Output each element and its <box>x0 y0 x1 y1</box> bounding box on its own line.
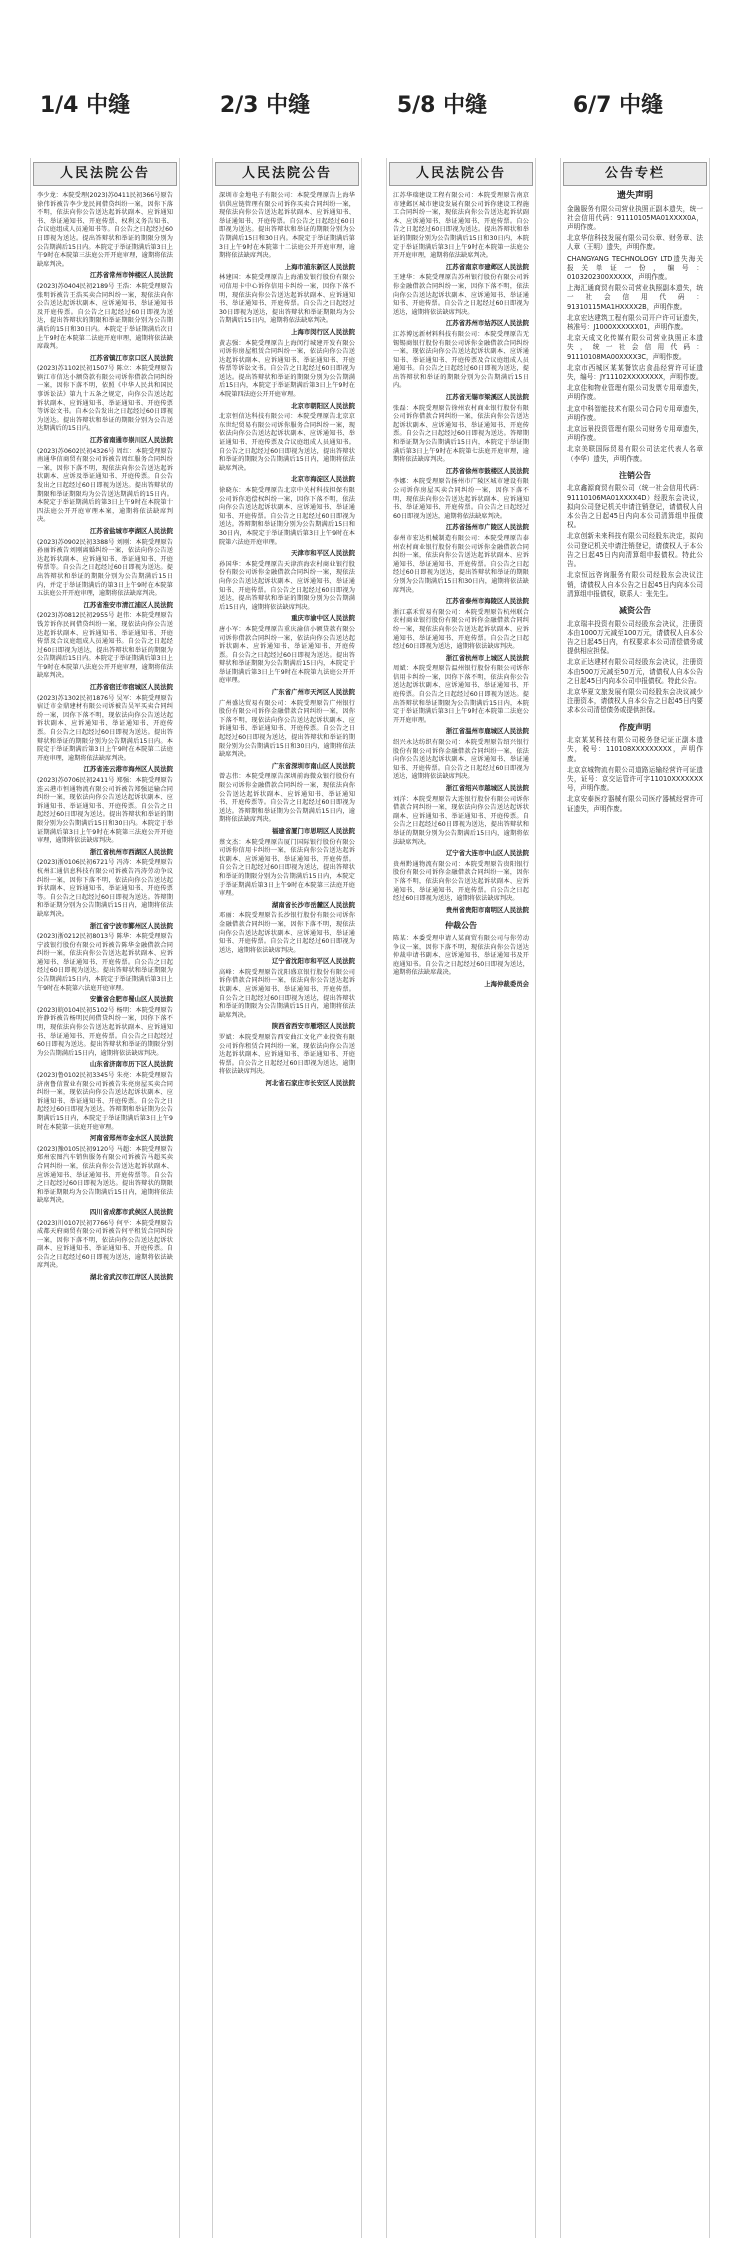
court-name: 江苏省淮安市清江浦区人民法院 <box>83 600 173 609</box>
notice-item: 北京中科智能技术有限公司合同专用章遗失，声明作废。 <box>567 404 703 422</box>
lost-notice-heading: 遗失声明 <box>616 191 653 201</box>
notice-item: 北京佳和物业管理有限公司发票专用章遗失，声明作废。 <box>567 384 703 402</box>
court-name: 江苏省常州市钟楼区人民法院 <box>89 271 173 280</box>
court-name: 江苏省盐城市亭湖区人民法院 <box>89 526 173 535</box>
court-notice: 高峰：本院受理原告沈阳盛京银行股份有限公司诉你借款合同纠纷一案，依法向你公告送达起诉状副本、应诉通知书、举证通知书、开庭传票。自公告之日起经过60日即视为送达，提出答辩状和举证的期限为公告期满后15日内，逾期将依法缺席判决。 <box>219 968 355 1019</box>
court-notice: (2023)川0107民初7766号 何平：本院受理原告成都天府商贸有限公司诉被告何平租赁合同纠纷一案，因你下落不明，依法向你公告送达起诉状副本、应诉通知书、举证通知书、开庭传票。自公告之日起经过60日即视为送达，逾期将依法缺席判决。 <box>37 1219 173 1270</box>
court-name: 江苏省无锡市梁溪区人民法院 <box>445 393 529 402</box>
court-name: 浙江省杭州市上城区人民法院 <box>445 653 529 662</box>
notice-item: 北京天成文化传媒有限公司营业执照正本遗失，统一社会信用代码：91110108MA00XXXX3C，声明作废。 <box>567 334 703 361</box>
court-notice: (2023)豫0105民初9120号 马超：本院受理原告郑州宏图汽车销售服务有限公司诉被告马超买卖合同纠纷一案，依法向你公告送达起诉状副本、应诉通知书、举证通知书、开庭传票等。自公告之日起经过60日即视为送达。提出答辩状的期限和举证期限均为公告期满后15日内，逾期将依法缺席判决。 <box>37 1145 173 1205</box>
court-name: 重庆市渝中区人民法院 <box>291 614 355 623</box>
court-name: 湖北省武汉市江岸区人民法院 <box>89 1273 173 1282</box>
court-notice: 曾志伟：本院受理原告深圳前海微众银行股份有限公司诉你金融借款合同纠纷一案，现依法向你公告送达起诉状副本、应诉通知书、举证通知书、开庭传票等。自公告之日起经过60日即视为送达。答辩期和举证期为公告期满后15日内，逾期将依法缺席判决。 <box>219 773 355 824</box>
column-4 <box>560 158 710 2238</box>
section-heading: 仲裁公告 <box>445 921 477 931</box>
notice-item: 北京华信科技发展有限公司公章、财务章、法人章（王明）遗失，声明作废。 <box>567 234 703 252</box>
fold-label-3: 5/8 中缝 <box>396 93 488 118</box>
court-notice: 罗斌：本院受理原告西安曲江文化产业投资有限公司诉你租赁合同纠纷一案，现依法向你公告送达起诉状副本、应诉通知书、举证通知书、开庭传票。自公告之日起经过60日即视为送达，逾期将依法缺席判决。 <box>219 1034 355 1076</box>
court-notice: 广州盛达贸易有限公司：本院受理原告广州银行股份有限公司诉你金融借款合同纠纷一案，因你下落不明，现依法向你公告送达起诉状副本、应诉通知书、举证通知书、开庭传票。自公告之日起经过60日即视为送达，提出答辩状和举证的期限分别为公告期满后15日和30日内，逾期将依法缺席判决。 <box>219 699 355 759</box>
section-heading: 减资公告 <box>619 605 651 615</box>
court-name: 江苏省扬州市广陵区人民法院 <box>445 523 529 532</box>
section-heading: 作废声明 <box>619 722 651 732</box>
court-name: 广东省深圳市南山区人民法院 <box>271 761 355 770</box>
court-name: 江苏省镇江市京口区人民法院 <box>89 353 173 362</box>
court-notice: (2023)苏0902民初3388号 刘刚：本院受理原告孙丽诉被告刘刚离婚纠纷一案，依法向你公告送达起诉状副本、应诉通知书、举证通知书、开庭传票等。自公告之日起经过60日即视为送达。提出答辩状和举证的期限分别为公告期满后15日内，并定于举证期满后的第3日上午9时在本院第五法庭公开开庭审理，逾期将依法缺席判决。 <box>37 538 173 598</box>
court-notice: 刘洋：本院受理原告大连银行股份有限公司诉你借款合同纠纷一案，现依法向你公告送达起诉状副本、应诉通知书、举证通知书、开庭传票。自公告之日起经过60日即视为送达，提出答辩状和举证的期限分别为公告期满后15日内，逾期将依法缺席判决。 <box>393 795 529 846</box>
court-notice: (2023)皖0104民初5102号 杨明：本院受理原告许静诉被告杨明民间借贷纠纷一案，因你下落不明，现依法向你公告送达起诉状副本、应诉通知书、举证通知书、开庭传票。自公告之日起经过60日即视为送达。提出答辩状和举证的期限分别为公告期满后15日内，逾期将依法缺席判决。 <box>37 1006 173 1057</box>
court-notice: (2023)苏1102民初1507号 陈立：本院受理原告镇江市信达小额贷款有限公司诉你借款合同纠纷一案，因你下落不明，依照《中华人民共和国民事诉讼法》第九十五条之规定，向你公告送达起诉状副本、应诉通知书、举证通知书、开庭传票等诉讼文书。自本公告发出之日起经过60日即视为送达。提出答辩状和举证的期限分别为公告送达期满后的15日内。 <box>37 365 173 433</box>
court-notice: 黄志强：本院受理原告上海闵行城建开发有限公司诉你房屋租赁合同纠纷一案，依法向你公告送达起诉状副本、应诉通知书、举证通知书、开庭传票等诉讼文书。自公告之日起经过60日即视为送达。提出答辩状和举证的期限分别为公告期满后15日内，本院定于举证期满后第3日上午9时在本院第四法庭公开开庭审理。 <box>219 339 355 399</box>
court-name: 河北省石家庄市长安区人民法院 <box>265 1079 355 1087</box>
column-1-body <box>31 192 179 1282</box>
court-name: 辽宁省大连市中山区人民法院 <box>445 849 529 858</box>
court-name: 江苏省徐州市鼓楼区人民法院 <box>445 466 529 475</box>
court-notice: 周斌：本院受理原告温州银行股份有限公司诉你信用卡纠纷一案，因你下落不明，依法向你公告送达起诉状副本、应诉通知书、举证通知书、开庭传票。自公告之日起经过60日即视为送达。提出答辩状和举证期限为公告期满后15日内，本院定于举证期满后第3日上午9时在本院第二法庭公开开庭审理。 <box>393 665 529 724</box>
column-2-header: 人民法院公告 <box>215 162 359 186</box>
fold-labels <box>0 88 744 128</box>
court-name: 浙江省宁波市鄞州区人民法院 <box>89 921 173 930</box>
court-name: 天津市和平区人民法院 <box>291 549 355 558</box>
court-notice: 徐晓东：本院受理原告北京中关村科技担保有限公司诉你追偿权纠纷一案，因你下落不明，依法向你公告送达起诉状副本、应诉通知书、举证通知书、开庭传票。自公告之日起经过60日即视为送达。答辩期和举证期分别为公告期满后15日和30日内，本院定于举证期满后第3日上午9时在本院第六法庭开庭审理。 <box>219 487 355 546</box>
column-2-body <box>213 192 361 1088</box>
notice-item: 北京正达建材有限公司经股东会决议，注册资本由500万元减至50万元，请债权人自本公告之日起45日内向本公司申报债权。特此公告。 <box>567 658 703 685</box>
court-notice: 李少龙：本院受理(2023)苏0411民初366号原告徐伟诉被告李少龙民间借贷纠纷一案，因你下落不明，依法向你公告送达起诉状副本、应诉通知书、举证通知书、开庭传票、权利义务告知书、合议庭组成人员通知书等。自公告之日起经过60日即视为送达。提出答辩状和举证的期限分别为公告期满后15日内。本院定于举证期满后第3日上午9时在本院第三法庭公开开庭审理，逾期将依法缺席判决。 <box>37 192 173 268</box>
court-notice: 林建国：本院受理原告上海浦发银行股份有限公司信用卡中心诉你信用卡纠纷一案，因你下落不明，现依法向你公告送达起诉状副本、应诉通知书、举证通知书、开庭传票。自公告之日起经过30日即视为送达，提出答辩状和举证期限均为公告期满后15日内，逾期将依法缺席判决。 <box>219 274 355 325</box>
court-notice: 蔡文杰：本院受理原告厦门国际银行股份有限公司诉你信用卡纠纷一案，依法向你公告送达起诉状副本、应诉通知书、举证通知书、开庭传票。自公告之日起经过60日即视为送达，提出答辩状和举证的期限分别为公告期满后15日内，本院定于举证期满后第3日上午9时在本院第三法庭开庭审理。 <box>219 838 355 898</box>
court-name: 山东省济南市历下区人民法院 <box>89 1060 173 1069</box>
court-name: 江苏省南通市崇川区人民法院 <box>89 436 173 445</box>
court-notice: 李娜：本院受理原告扬州市广陵区城市建设有限公司诉你房屋买卖合同纠纷一案，因你下落不明，现依法向你公告送达起诉状副本、应诉通知书、举证通知书、开庭传票。自公告之日起经过60日即视为送达，逾期将依法缺席判决。 <box>393 478 529 520</box>
notice-item: 北京远景投资管理有限公司财务专用章遗失，声明作废。 <box>567 425 703 443</box>
column-1-header: 人民法院公告 <box>33 162 177 186</box>
court-name: 广东省广州市天河区人民法院 <box>271 688 355 697</box>
court-name: 浙江省绍兴市越城区人民法院 <box>445 784 529 792</box>
notice-item: 北京市西城区某某餐饮店食品经营许可证遗失，编号：JY11102XXXXXXXX，声明作废。 <box>567 363 703 382</box>
court-name: 江苏省宿迁市宿城区人民法院 <box>89 683 173 692</box>
court-name: 江苏省泰州市海陵区人民法院 <box>445 597 529 606</box>
notice-item: CHANGYANG TECHNOLOGY LTD遗失海关报关单证一份，编号：0103202300XXXXX，声明作废。 <box>567 254 703 282</box>
column-4-body <box>561 192 709 814</box>
court-name: 浙江省杭州市西湖区人民法院 <box>89 847 173 856</box>
section-heading: 注销公告 <box>619 470 651 480</box>
court-notice: 江苏华瑞建设工程有限公司：本院受理原告南京市建邺区城市建设发展有限公司诉你建设工程施工合同纠纷一案，现依法向你公告送达起诉状副本、应诉通知书、举证通知书、开庭传票。自公告之日起经过60日即视为送达。提出答辩状和举证的期限分别为公告期满后15日和30日内，本院定于举证期满后第3日上午9时在本院第一法庭公开开庭审理，逾期将依法缺席判决。 <box>393 192 529 260</box>
fold-label-1: 1/4 中缝 <box>39 93 131 118</box>
court-notice: 浙江嘉禾贸易有限公司：本院受理原告杭州联合农村商业银行股份有限公司诉你金融借款合同纠纷一案，现依法向你公告送达起诉状副本、应诉通知书、举证通知书、开庭传票。自公告之日起经过60日即视为送达，逾期将依法缺席判决。 <box>393 608 529 651</box>
court-notice: 江苏博远新材料科技有限公司：本院受理原告无锡锡商银行股份有限公司诉你金融借款合同纠纷一案，现依法向你公告送达起诉状副本、应诉通知书、举证通知书、开庭传票及合议庭组成人员通知书。自公告之日起经过60日即视为送达，提出答辩状和举证的期限分别为公告期满后15日内。 <box>393 330 529 390</box>
court-name: 浙江省温州市鹿城区人民法院 <box>445 727 529 736</box>
court-notice: 陈某：本委受理申请人某商贸有限公司与你劳动争议一案，因你下落不明，现依法向你公告送达仲裁申请书副本、应诉通知书、举证通知书及开庭通知书。自公告之日起经过60日即视为送达，逾期将依法缺席裁决。 <box>393 934 529 977</box>
court-name: 江苏省苏州市姑苏区人民法院 <box>445 319 529 328</box>
court-name: 北京市朝阳区人民法院 <box>291 401 355 410</box>
fold-label-4: 6/7 中缝 <box>572 93 664 118</box>
notice-item: 北京某某科技有限公司税务登记证正副本遗失，税号：110108XXXXXXXXX，声明作废。 <box>567 736 703 763</box>
court-notice: 北京恒信达科技有限公司：本院受理原告北京京东世纪贸易有限公司诉你服务合同纠纷一案，现依法向你公告送达起诉状副本、应诉通知书、举证通知书、开庭传票及合议庭组成人员通知书。自公告之日起经过60日即视为送达，提出答辩状和举证的期限为公告期满后15日内，逾期将依法缺席判决。 <box>219 413 355 472</box>
court-name: 上海市闵行区人民法院 <box>291 327 355 336</box>
column-1 <box>30 158 180 2238</box>
court-notice: 邓丽：本院受理原告长沙银行股份有限公司诉你金融借款合同纠纷一案，因你下落不明，现依法向你公告送达起诉状副本、应诉通知书、举证通知书、开庭传票。自公告之日起经过60日即视为送达，逾期将依法缺席判决。 <box>219 912 355 954</box>
court-name: 四川省成都市武侯区人民法院 <box>89 1207 173 1216</box>
column-4-header: 公告专栏 <box>563 162 707 186</box>
column-3-body <box>387 192 535 988</box>
court-notice: 贵州黔通物流有限公司：本院受理原告贵阳银行股份有限公司诉你金融借款合同纠纷一案，因你下落不明，依法向你公告送达起诉状副本、应诉通知书、举证通知书、开庭传票。自公告之日起经过60日即视为送达，逾期将依法缺席判决。 <box>393 860 529 903</box>
court-name: 贵州省贵阳市南明区人民法院 <box>445 905 529 914</box>
court-notice: 泰州市宏达机械制造有限公司：本院受理原告泰州农村商业银行股份有限公司诉你金融借款合同纠纷一案，依法向你公告送达起诉状副本、应诉通知书、举证通知书、开庭传票。自公告之日起经过60日即视为送达，提出答辩状和举证的期限分别为公告期满后15日和30日内，逾期将依法缺席判决。 <box>393 534 529 594</box>
notice-item: 北京美联国际贸易有限公司法定代表人名章（李华）遗失，声明作废。 <box>567 445 703 463</box>
court-notice: 唐小军：本院受理原告重庆渝信小额贷款有限公司诉你借款合同纠纷一案，依法向你公告送达起诉状副本、应诉通知书、举证通知书、开庭传票。自公告之日起经过60日即视为送达。提出答辩状和举证期限为公告期满后15日内，本院定于举证期满后第3日上午9时在本院第九法庭公开开庭审理。 <box>219 625 355 685</box>
court-notice: 孙国华：本院受理原告天津滨海农村商业银行股份有限公司诉你金融借款合同纠纷一案，现依法向你公告送达起诉状副本、应诉通知书、举证通知书、开庭传票。自公告之日起经过60日即视为送达，提出答辩状和举证的期限分别为公告期满后15日内，逾期将依法缺席判决。 <box>219 560 355 611</box>
court-notice: (2023)苏0706民初2411号 郑强：本院受理原告连云港市恒通物流有限公司诉被告郑强运输合同纠纷一案，现依法向你公告送达起诉状副本、应诉通知书、举证通知书、开庭传票。自公告之日起经过60日即视为送达。提出答辩状和举证的期限分别为公告期满后15日和30日内。本院定于举证期满后第3日上午9时在本院第三法庭公开开庭审理，逾期将依法缺席判决。 <box>37 777 173 845</box>
court-name: 北京市海淀区人民法院 <box>291 475 355 484</box>
court-notice: 张磊：本院受理原告徐州农村商业银行股份有限公司诉你借款合同纠纷一案，依法向你公告送达起诉状副本、应诉通知书、举证通知书、开庭传票。自公告之日起经过60日即视为送达。答辩期和举证期为公告期满后15日内，本院定于举证期满后第3日上午9时在本院第七法庭开庭审理，逾期将依法缺席判决。 <box>393 404 529 464</box>
notice-item: 北京宏达建筑工程有限公司开户许可证遗失，核准号：J1000XXXXXX01，声明作废。 <box>567 313 703 332</box>
court-notice: (2023)浙0106民初6721号 冯涛：本院受理原告杭州汇通信息科技有限公司诉被告冯涛劳动争议纠纷一案，因你下落不明，依法向你公告送达起诉状副本、应诉通知书、举证通知书、开庭传票等。自公告之日起经过60日即视为送达。答辩期和举证期分别为公告期满后15日内，逾期将依法缺席判决。 <box>37 859 173 918</box>
notice-item: 上海汇通商贸有限公司营业执照副本遗失，统一社会信用代码：91310115MA1HXXXX2B，声明作废。 <box>567 284 703 311</box>
notice-item: 北京创新未来科技有限公司经股东决定，拟向公司登记机关申请注销登记，请债权人于本公告之日起45日内向清算组申报债权。特此公告。 <box>567 532 703 569</box>
notice-item: 北京鑫源商贸有限公司（统一社会信用代码：91110106MA01XXXX4D）经股东会决议，拟向公司登记机关申请注销登记，请债权人自本公告之日起45日内向本公司清算组申报债权。 <box>567 484 703 530</box>
court-notice: 深圳市金地电子有限公司：本院受理原告上海华信供应链管理有限公司诉你买卖合同纠纷一案，现依法向你公告送达起诉状副本、应诉通知书、举证通知书、开庭传票。自公告之日起经过60日即视为送达。提出答辩状和举证的期限分别为公告期满后15日和30日内。本院定于举证期满后第3日上午9时在本院第十二法庭公开开庭审理，逾期将依法缺席判决。 <box>219 192 355 260</box>
court-notice: 绍兴永达纺织有限公司：本院受理原告绍兴银行股份有限公司诉你金融借款合同纠纷一案，依法向你公告送达起诉状副本、应诉通知书、举证通知书、开庭传票。自公告之日起经过60日即视为送达，逾期将依法缺席判决。 <box>393 739 529 781</box>
fold-label-2: 2/3 中缝 <box>219 93 311 118</box>
court-name: 湖南省长沙市岳麓区人民法院 <box>271 900 355 909</box>
notice-item: 北京京城物流有限公司道路运输经营许可证遗失，证号：京交运管许可字11010XXXXXXX号，声明作废。 <box>567 765 703 793</box>
column-3 <box>386 158 536 2238</box>
notice-item: 北京恒远咨询服务有限公司经股东会决议注销，请债权人自本公告之日起45日内向本公司清算组申报债权，联系人：张先生。 <box>567 571 703 598</box>
court-name: 福建省厦门市思明区人民法院 <box>271 826 355 835</box>
court-name: 上海市浦东新区人民法院 <box>284 262 355 271</box>
court-name: 安徽省合肥市蜀山区人民法院 <box>89 995 173 1004</box>
column-3-header: 人民法院公告 <box>389 162 533 186</box>
court-name: 河南省郑州市金水区人民法院 <box>89 1134 173 1143</box>
court-name: 江苏省南京市建邺区人民法院 <box>445 262 529 271</box>
court-notice: (2023)鲁0102民初3345号 朱亮：本院受理原告济南鲁信置业有限公司诉被告朱亮房屋买卖合同纠纷一案，现依法向你公告送达起诉状副本、应诉通知书、举证通知书、开庭传票。自公告之日起经过60日即视为送达。答辩期和举证期为公告期满后15日内，本院定于举证期满后第3日上午9时在本院第一法庭开庭审理。 <box>37 1072 173 1131</box>
court-notice: (2023)苏0404民初2189号 王浩：本院受理原告张明诉被告王浩买卖合同纠纷一案，现依法向你公告送达起诉状副本、应诉通知书、举证通知书及开庭传票。自公告之日起经过60日即视为送达，提出答辩状的期限和举证期限分别为公告期满后的15日和30日内。本院定于举证期满后次日上午9时在本院第二法庭开庭审理，逾期将依法缺席裁判。 <box>37 282 173 351</box>
court-notice: 王建华：本院受理原告苏州银行股份有限公司诉你金融借款合同纠纷一案，因你下落不明，依法向你公告送达起诉状副本、应诉通知书、举证通知书、开庭传票。自公告之日起经过60日即视为送达，逾期将依法缺席判决。 <box>393 274 529 316</box>
court-notice: (2023)苏0602民初4326号 周红：本院受理原告南通华信商贸有限公司诉被告周红服务合同纠纷一案，因你下落不明，现依法向你公告送达起诉状副本、应诉及举证通知书、开庭传票。自公告发出之日起经过60日即视为送达。提出答辩状的期限和举证期限均为公告送达期满后的15日内。本院定于举证期满后的第3日上午9时在本院第十四法庭公开开庭审理本案，逾期将依法缺席判决。 <box>37 447 173 524</box>
court-name: 上海仲裁委员会 <box>484 979 529 988</box>
notice-item: 北京华夏文旅发展有限公司经股东会决议减少注册资本，请债权人自本公告之日起45日内要求本公司清偿债务或提供担保。 <box>567 687 703 715</box>
notice-item: 北京瑞丰投资有限公司经股东会决议，注册资本由1000万元减至100万元，请债权人自本公告之日起45日内，有权要求本公司清偿债务或提供相应担保。 <box>567 619 703 656</box>
court-notice: (2023)苏0812民初2955号 赵伟：本院受理原告钱芳诉你民间借贷纠纷一案，现依法向你公告送达起诉状副本、应诉通知书、举证通知书、开庭传票及合议庭组成人员通知书。自公告之日起经过60日即视为送达，提出答辩状和举证的期限为公告期满后15日内。本院定于举证期满后第3日上午9时在本院第八法庭公开开庭审理，逾期将依法缺席判决。 <box>37 612 173 680</box>
court-name: 辽宁省沈阳市和平区人民法院 <box>271 957 355 966</box>
court-notice: (2023)浙0212民初8013号 陈华：本院受理原告宁波银行股份有限公司诉被告陈华金融借款合同纠纷一案，依法向你公告送达起诉状副本、应诉通知书、举证通知书、开庭传票。自公告之日起经过60日即视为送达。提出答辩状和举证期限为公告期满后15日内，本院定于举证期满后第3日上午9时在本院第六法庭开庭审理。 <box>37 933 173 992</box>
court-name: 江苏省连云港市海州区人民法院 <box>83 765 173 774</box>
court-notice: (2023)苏1302民初1876号 吴军：本院受理原告宿迁市金鼎建材有限公司诉被告吴军买卖合同纠纷一案，因你下落不明，现依法向你公告送达起诉状副本、应诉通知书、举证通知书、开庭传票。自公告之日起经过60日即视为送达。提出答辩状和举证的期限分别为公告期满后15日内。本院定于举证期满后第3日上午9时在本院第二法庭开庭审理，逾期将依法缺席判决。 <box>37 694 173 762</box>
notice-item: 北京安泰医疗器械有限公司医疗器械经营许可证遗失，声明作废。 <box>567 795 703 813</box>
column-2 <box>212 158 362 2238</box>
notice-item: 金融服务有限公司营业执照正副本遗失，统一社会信用代码：91110105MA01XXXX0A，声明作废。 <box>567 204 703 231</box>
court-name: 陕西省西安市雁塔区人民法院 <box>271 1022 355 1031</box>
